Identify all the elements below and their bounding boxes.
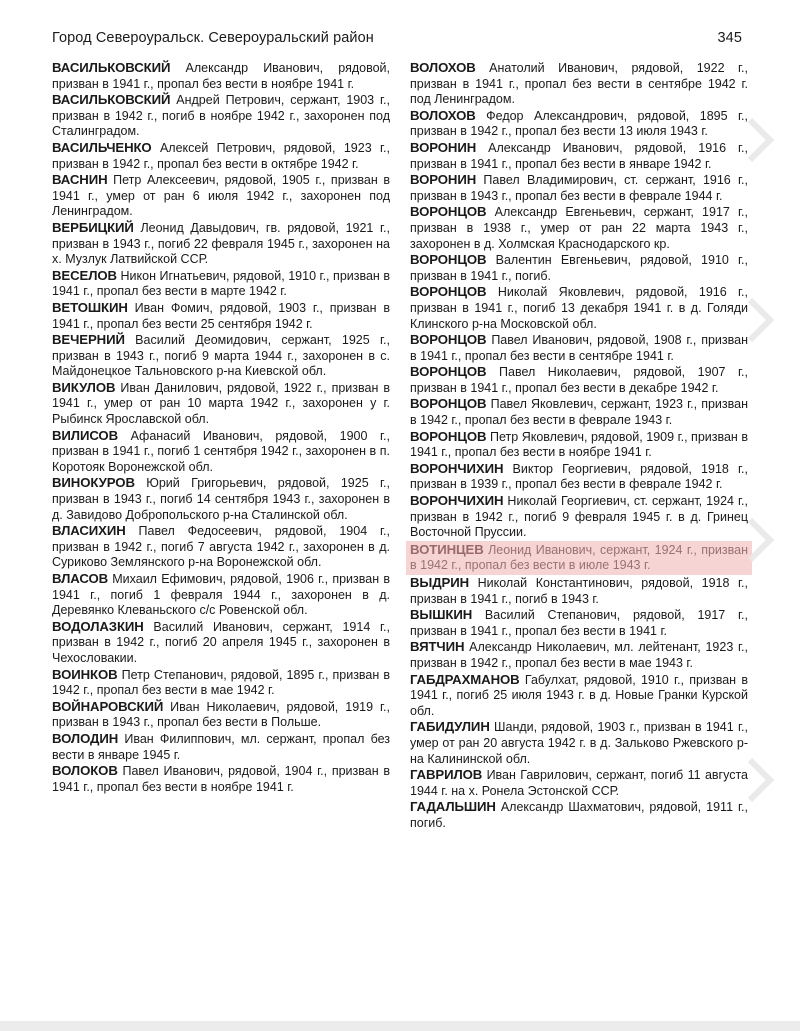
right-column (410, 60, 748, 832)
entry-text: Афанасий Иванович, рядовой, 1900 г., призван в 1941 г., погиб 1 сентября 1942 г., захоронен в п. Коротояк Воронежской обл. (52, 428, 390, 474)
entry-surname: ВИКУЛОВ (52, 379, 116, 395)
entry-text: Иван Николаевич, рядовой, 1919 г., призван в 1943 г., пропал без вести в Польше. (52, 699, 390, 730)
entry (52, 172, 390, 220)
entry-surname: ВОЛОХОВ (410, 107, 476, 123)
entry-text: Василий Иванович, сержант, 1914 г., призван в 1942 г., погиб 20 апреля 1945 г., захоронен в Чехословакии. (52, 619, 390, 665)
entry (410, 719, 748, 767)
entry (52, 475, 390, 523)
entry-text: Павел Николаевич, рядовой, 1907 г., призван в 1941 г., пропал без вести в декабре 1942 г. (410, 365, 748, 395)
entry (52, 571, 390, 619)
entry-surname: ВИНОКУРОВ (52, 475, 135, 491)
entry-text: Николай Яковлевич, рядовой, 1916 г., призван в 1941 г., погиб 13 декабря 1941 г. в д. Голяди Клинского р-на Московской обл. (410, 285, 748, 331)
entry (410, 461, 748, 493)
entry-surname: ВАСИЛЬКОВСКИЙ (52, 60, 171, 75)
entry-surname: ВОРОНЦОВ (410, 284, 487, 300)
entry-surname: ВОРОНЧИХИН (410, 493, 504, 509)
entry-surname: ВОРОНЦОВ (410, 428, 487, 444)
entry (410, 332, 748, 364)
entry-text: Василий Степанович, рядовой, 1917 г., призван в 1941 г., пропал без вести в 1941 г. (410, 608, 748, 638)
entry-surname: ВОТИНЦЕВ (410, 541, 484, 557)
entry (410, 284, 748, 332)
entry (410, 575, 748, 607)
entry (410, 172, 748, 204)
entries-columns (52, 60, 748, 832)
entry (406, 541, 752, 575)
entry-surname: ВАСНИН (52, 172, 108, 188)
entry (410, 108, 748, 140)
entry-surname: ВОИНКОВ (52, 666, 118, 682)
entry (410, 252, 748, 284)
entry-surname: ВОРОНЦОВ (410, 332, 487, 348)
entry-surname: ВОЙНАРОВСКИЙ (52, 698, 164, 714)
entry (52, 380, 390, 428)
entry-text: Александр Иванович, рядовой, 1916 г., призван в 1941 г., пропал без вести в январе 1942 г. (410, 140, 748, 171)
entry-text: Андрей Петрович, сержант, 1903 г., призван в 1942 г., погиб в ноябре 1942 г., захоронен под Сталинградом. (52, 93, 390, 139)
entry (52, 332, 390, 380)
entry-surname: ГАБИДУЛИН (410, 719, 490, 735)
entry (52, 731, 390, 763)
entry-surname: ВЕТОШКИН (52, 299, 128, 315)
entry-surname: ВЫШКИН (410, 607, 473, 623)
entry-text: Петр Степанович, рядовой, 1895 г., призван в 1942 г., пропал без вести в мае 1942 г. (52, 667, 390, 698)
entry (410, 607, 748, 639)
entry-surname: ВАСИЛЬКОВСКИЙ (52, 92, 171, 108)
entry-text: Виктор Георгиевич, рядовой, 1918 г., призван в 1939 г., пропал без вести в феврале 1942 г. (410, 461, 748, 492)
entry-text: Михаил Ефимович, рядовой, 1906 г., призван в 1941 г., погиб 1 февраля 1944 г., захоронен в д. Деревянко Клеваньского с/с Ровенской обл. (52, 572, 390, 618)
entry-text: Василий Деомидович, сержант, 1925 г., призван в 1943 г., погиб 9 марта 1944 г., захоронен в с. Майдонецкое Тальновского р-на Киевской обл. (52, 333, 390, 379)
entry-surname: ВЕСЕЛОВ (52, 267, 117, 283)
entry (410, 639, 748, 671)
entry-text: Николай Константинович, рядовой, 1918 г., призван в 1941 г., погиб в 1943 г. (410, 576, 748, 606)
entry-text: Алексей Петрович, рядовой, 1923 г., призван в 1942 г., пропал без вести в октябре 1942 г. (52, 140, 390, 171)
entry-text: Павел Владимирович, ст. сержант, 1916 г., призван в 1943 г., пропал без вести в феврале 1944 г. (410, 173, 748, 203)
entry-text: Валентин Евгеньевич, рядовой, 1910 г., призван в 1941 г., погиб. (410, 253, 748, 283)
entry-text: Александр Шахматович, рядовой, 1911 г., погиб. (410, 800, 748, 830)
entry-text: Шанди, рядовой, 1903 г., призван в 1941 г., умер от ран 20 августа 1942 г. в д. Зальково Ржевского р-на Калининской обл. (410, 720, 748, 766)
entry (52, 619, 390, 667)
entry-surname: ВЯТЧИН (410, 639, 465, 655)
entry-surname: ВИЛИСОВ (52, 427, 119, 443)
entry (410, 140, 748, 172)
entry-text: Никон Игнатьевич, рядовой, 1910 г., призван в 1941 г., пропал без вести в марте 1942 г. (52, 268, 390, 299)
entry (410, 429, 748, 461)
entry-text: Анатолий Иванович, рядовой, 1922 г., призван в 1941 г., пропал без вести в сентябре 1942 г. под Ленинградом. (410, 61, 748, 107)
entry (52, 60, 390, 92)
entry-surname: ВОРОНИН (410, 172, 477, 188)
entry (410, 767, 748, 799)
entry (52, 667, 390, 699)
entry-surname: ВЛАСИХИН (52, 523, 126, 539)
entry (52, 220, 390, 268)
entry (52, 92, 390, 140)
entry-text: Павел Иванович, рядовой, 1904 г., призван в 1941 г., пропал без вести в ноябре 1941 г. (52, 764, 390, 794)
entry (410, 60, 748, 108)
entry-text: Николай Георгиевич, ст. сержант, 1924 г., призван в 1942 г., погиб 9 февраля 1945 г. в д. Гринец Восточной Пруссии. (410, 494, 748, 540)
entry (52, 523, 390, 571)
entry-text: Павел Федосеевич, рядовой, 1904 г., призван в 1942 г., погиб 7 августа 1942 г., захоронен в д. Суриково Землянского р-на Воронежской обл. (52, 524, 390, 570)
entry (52, 763, 390, 795)
entry (410, 493, 748, 541)
entry-text: Павел Иванович, рядовой, 1908 г., призван в 1941 г., пропал без вести в сентябре 1941 г. (410, 333, 748, 363)
left-column (52, 60, 390, 832)
entry-text: Леонид Иванович, сержант, 1924 г., призван в 1942 г., пропал без вести в июле 1943 г. (410, 542, 748, 573)
entry (410, 672, 748, 720)
entry (52, 300, 390, 332)
entry (410, 364, 748, 396)
entry-text: Петр Алексеевич, рядовой, 1905 г., призван в 1941 г., умер от ран 6 июля 1942 г., захоронен под Ленинградом. (52, 173, 390, 219)
entry-surname: ГАДАЛЬШИН (410, 799, 496, 815)
entry-surname: ВОДОЛАЗКИН (52, 618, 144, 634)
entry-surname: ВОЛОХОВ (410, 60, 476, 75)
entry-text: Павел Яковлевич, сержант, 1923 г., призван в 1942 г., пропал без вести в феврале 1943 г. (410, 397, 748, 428)
entry-surname: ВЕРБИЦКИЙ (52, 219, 134, 235)
entry-surname: ВОЛОКОВ (52, 763, 118, 779)
entry (410, 396, 748, 428)
entry-text: Иван Данилович, рядовой, 1922 г., призван в 1941 г., умер от ран 10 марта 1942 г., захоронен у г. Рыбинск Ярославской обл. (52, 380, 390, 427)
entry-surname: ВЫДРИН (410, 575, 470, 590)
entry-text: Александр Николаевич, мл. лейтенант, 1923 г., призван в 1942 г., пропал без вести в мае 1943 г. (410, 640, 748, 670)
entry-text: Леонид Давыдович, гв. рядовой, 1921 г., призван в 1943 г., погиб 22 февраля 1945 г., захоронен на х. Музлук Латвийской ССР. (52, 220, 390, 267)
entry-surname: ВОРОНЧИХИН (410, 460, 504, 476)
entry-surname: ВАСИЛЬЧЕНКО (52, 139, 152, 155)
entry-surname: ВОРОНЦОВ (410, 252, 487, 268)
entry (52, 268, 390, 300)
entry-surname: ГАБДРАХМАНОВ (410, 671, 520, 687)
entry-text: Александр Иванович, рядовой, призван в 1941 г., пропал без вести в ноябре 1941 г. (52, 61, 390, 91)
entry-text: Петр Яковлевич, рядовой, 1909 г., призван в 1941 г., пропал без вести в ноябре 1941 г. (410, 429, 748, 460)
bottom-edge (0, 1021, 800, 1031)
entry (52, 140, 390, 172)
entry-text: Федор Александрович, рядовой, 1895 г., призван в 1942 г., пропал без вести 13 июля 1943 г. (410, 108, 748, 139)
entry-text: Иван Фомич, рядовой, 1903 г., призван в 1941 г., пропал без вести 25 сентября 1942 г. (52, 300, 390, 331)
entry-surname: ВОРОНЦОВ (410, 204, 487, 220)
entry (52, 428, 390, 476)
entry-surname: ВОРОНЦОВ (410, 364, 487, 380)
entry-text: Иван Филиппович, мл. сержант, пропал без вести в январе 1945 г. (52, 731, 390, 762)
entry-text: Александр Евгеньевич, сержант, 1917 г., призван в 1938 г., умер от ран 22 марта 1943 г., захоронен в д. Холмская Краснодарского кр. (410, 205, 748, 251)
page-header (52, 30, 742, 46)
page-number: 345 (717, 30, 742, 46)
entry-surname: ВОЛОДИН (52, 730, 119, 746)
entry (410, 204, 748, 252)
entry-text: Габулхат, рядовой, 1910 г., призван в 1941 г., погиб 25 июля 1943 г. в д. Новые Гранки Курской обл. (410, 672, 748, 718)
entry-surname: ВОРОНИН (410, 139, 477, 155)
entry-surname: ГАВРИЛОВ (410, 767, 483, 783)
entry-surname: ВОРОНЦОВ (410, 396, 487, 412)
page-running-title: Город Североуральск. Североуральский район (52, 30, 374, 46)
entry-text: Иван Гаврилович, сержант, погиб 11 августа 1944 г. на х. Ронела Эстонской ССР. (410, 768, 748, 798)
entry-text: Юрий Григорьевич, рядовой, 1925 г., призван в 1943 г., погиб 14 сентября 1943 г., захоронен в д. Завидово Добропольского р-на Сталинской обл. (52, 476, 390, 522)
entry (410, 799, 748, 831)
entry-surname: ВЛАСОВ (52, 571, 109, 586)
entry (52, 699, 390, 731)
entry-surname: ВЕЧЕРНИЙ (52, 332, 125, 348)
